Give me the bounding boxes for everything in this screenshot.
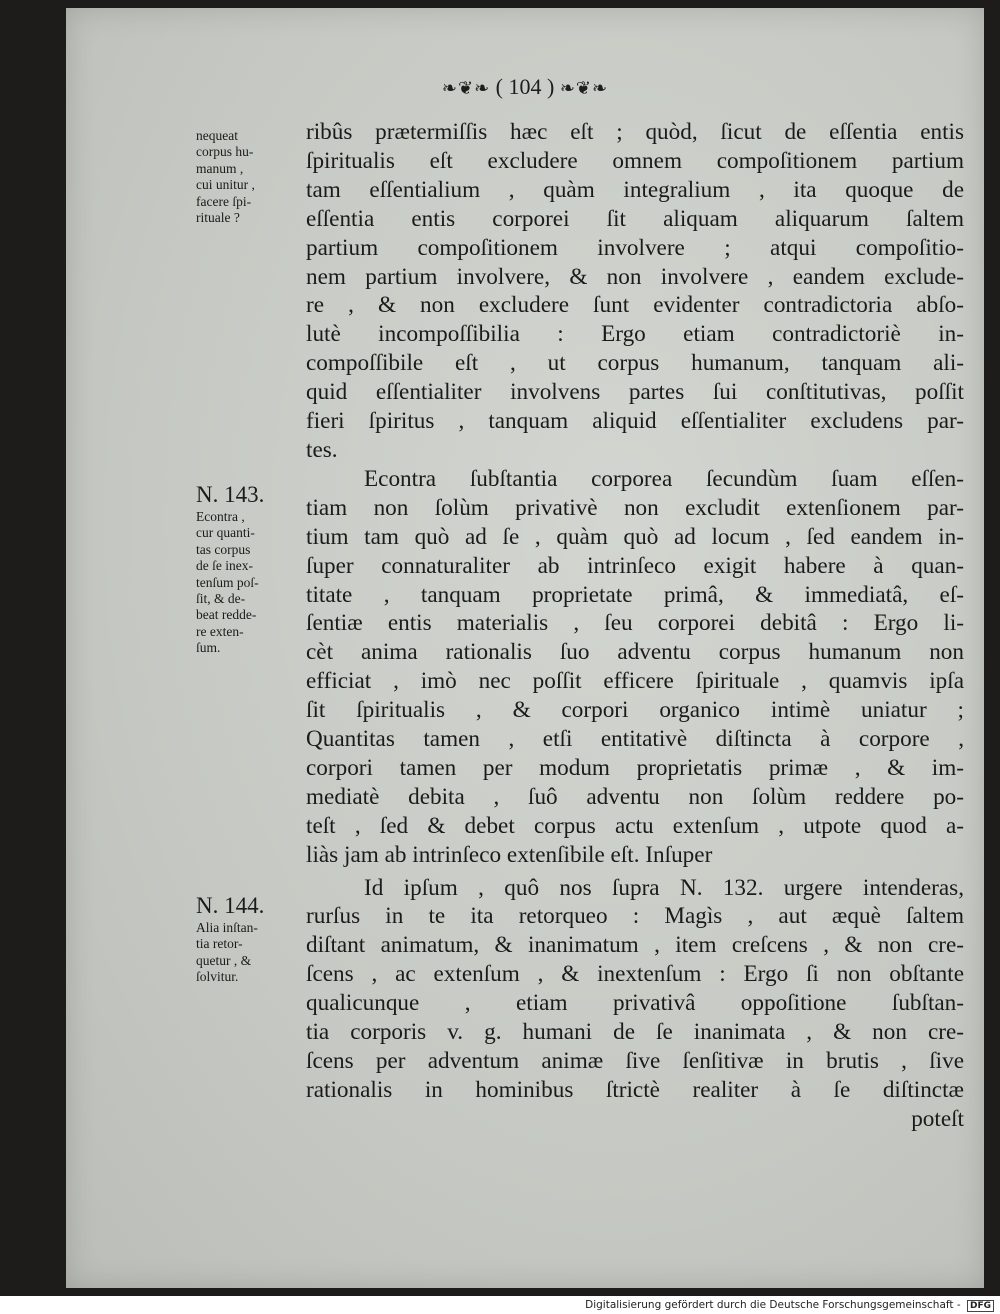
text-line: lutè incompoſſibilia : Ergo etiam contradictoriè in- bbox=[306, 321, 964, 348]
text-line: qualicunque , etiam privativâ oppoſitione ſubſtan- bbox=[306, 990, 964, 1017]
text-line: Quantitas tamen , etſi entitativè diſtincta à corpore , bbox=[306, 726, 964, 753]
text-line: compoſſibile eſt , ut corpus humanum, tanquam ali- bbox=[306, 350, 964, 377]
text-line: ſcens per adventum animæ ſive ſenſitivæ in brutis , ſive bbox=[306, 1048, 964, 1074]
margin-note-1 bbox=[196, 128, 291, 226]
margin-note-line: ſit, & de- bbox=[196, 591, 246, 607]
margin-note-3 bbox=[196, 893, 291, 986]
margin-note-line: Econtra , bbox=[196, 509, 245, 524]
page-header bbox=[66, 74, 984, 100]
ornament-left: ❧❦❧ bbox=[441, 78, 491, 98]
margin-note-line: facere ſpi- bbox=[196, 193, 252, 209]
text-line: Id ipſum , quô nos ſupra N. 132. urgere intenderas, bbox=[364, 874, 964, 901]
margin-note-line: beat redde- bbox=[196, 607, 257, 623]
margin-note-line: Alia inſtan- bbox=[196, 920, 258, 935]
footer-text: Digitalisierung gefördert durch die Deutsche Forschungsgemeinschaft - bbox=[585, 1299, 961, 1311]
margin-note-line: cur quanti- bbox=[196, 525, 255, 541]
margin-note-line: quetur , & bbox=[196, 952, 252, 968]
text-line: ſcens , ac extenſum , & inextenſum : Ergo ſi non obſtante bbox=[306, 961, 964, 988]
main-text bbox=[306, 118, 964, 1134]
text-line: partium compoſitionem involvere ; atqui compoſitio- bbox=[306, 234, 964, 261]
text-line: Econtra ſubſtantia corporea ſecundùm ſuam eſſen- bbox=[364, 465, 964, 492]
text-line: corpori tamen per modum proprietatis primæ , & im- bbox=[306, 754, 964, 781]
margin-note-line: de ſe inex- bbox=[196, 558, 253, 574]
text-line: liàs jam ab intrinſeco extenſibile eſt. Inſuper bbox=[306, 841, 713, 868]
text-line: mediatè debita , ſuô adventu non ſolùm reddere po- bbox=[306, 783, 964, 810]
margin-note-line: tia retor- bbox=[196, 936, 243, 952]
text-line: re , & non excludere ſunt evidenter contradictoria abſo- bbox=[306, 292, 964, 319]
margin-note-number: N. 143. bbox=[196, 482, 265, 507]
text-line: tiam non ſolùm privativè non excludit extenſionem par- bbox=[306, 494, 964, 521]
margin-note-line: nequeat bbox=[196, 128, 238, 143]
catchword: poteſt bbox=[911, 1105, 964, 1132]
text-line: teſt , ſed & debet corpus actu extenſum , utpote quod a- bbox=[306, 812, 964, 839]
text-line: nem partium involvere, & non involvere , eandem exclude- bbox=[306, 263, 964, 290]
text-line: ſpiritualis eſt excludere omnem compoſitionem partium bbox=[306, 147, 964, 174]
margin-note-line: cui unitur , bbox=[196, 177, 255, 193]
text-line: tes. bbox=[306, 436, 338, 463]
margin-note-number: N. 144. bbox=[196, 893, 265, 918]
text-line: eſſentia entis corporei ſit aliquam aliquarum ſaltem bbox=[306, 205, 964, 232]
text-line: efficiat , imò nec poſſit efficere ſpirituale , quamvis ipſa bbox=[306, 668, 964, 695]
text-line: rurſus in te ita retorqueo : Magìs , aut æquè ſaltem bbox=[306, 903, 964, 930]
text-line: ſuper connaturaliter ab intrinſeco exigit habere à quan- bbox=[306, 552, 964, 579]
margin-note-line: re exten- bbox=[196, 623, 244, 639]
digitization-footer bbox=[585, 1299, 994, 1312]
text-line: fieri ſpiritus , tanquam aliquid eſſentialiter excludens par- bbox=[306, 408, 964, 435]
margin-note-line: ſolvitur. bbox=[196, 969, 239, 985]
text-line: cèt anima rationalis ſuo adventu corpus humanum non bbox=[306, 639, 964, 666]
dfg-logo: DFG bbox=[967, 1300, 994, 1312]
margin-note-line: manum , bbox=[196, 160, 244, 176]
page-number: 104 bbox=[508, 74, 542, 99]
text-line: ſit ſpiritualis , & corpori organico intimè uniatur ; bbox=[306, 697, 964, 724]
text-line: quid eſſentialiter involvens partes ſui conſtitutivas, poſſit bbox=[306, 379, 964, 406]
text-line: ribûs prætermiſſis hæc eſt ; quòd, ſicut de eſſentia entis bbox=[306, 119, 964, 145]
text-line: ſentiæ entis materialis , ſeu corporei debitâ : Ergo li- bbox=[306, 610, 964, 637]
text-line: rationalis in hominibus ſtrictè realiter à ſe diſtinctæ bbox=[306, 1076, 964, 1103]
page-number-text: ( 104 ) bbox=[495, 74, 555, 99]
ornament-right: ❧❦❧ bbox=[559, 78, 609, 98]
text-line: titate , tanquam proprietate primâ, & immediatâ, eſ- bbox=[306, 581, 964, 608]
book-page bbox=[66, 8, 984, 1288]
margin-note-line: tas corpus bbox=[196, 541, 251, 557]
text-line: diſtant animatum, & inanimatum , item creſcens , & non cre- bbox=[306, 932, 964, 959]
margin-note-line: corpus hu- bbox=[196, 144, 254, 160]
text-line: tam eſſentialium , quàm integralium , ita quoque de bbox=[306, 176, 964, 203]
text-line: tium tam quò ad ſe , quàm quò ad locum , ſed eandem in- bbox=[306, 523, 964, 550]
margin-note-line: ſum. bbox=[196, 640, 221, 656]
margin-note-line: tenſum poſ- bbox=[196, 574, 259, 590]
margin-note-2 bbox=[196, 482, 291, 657]
text-line: tia corporis v. g. humani de ſe inanimata , & non cre- bbox=[306, 1019, 964, 1046]
margin-note-line: rituale ? bbox=[196, 210, 240, 226]
